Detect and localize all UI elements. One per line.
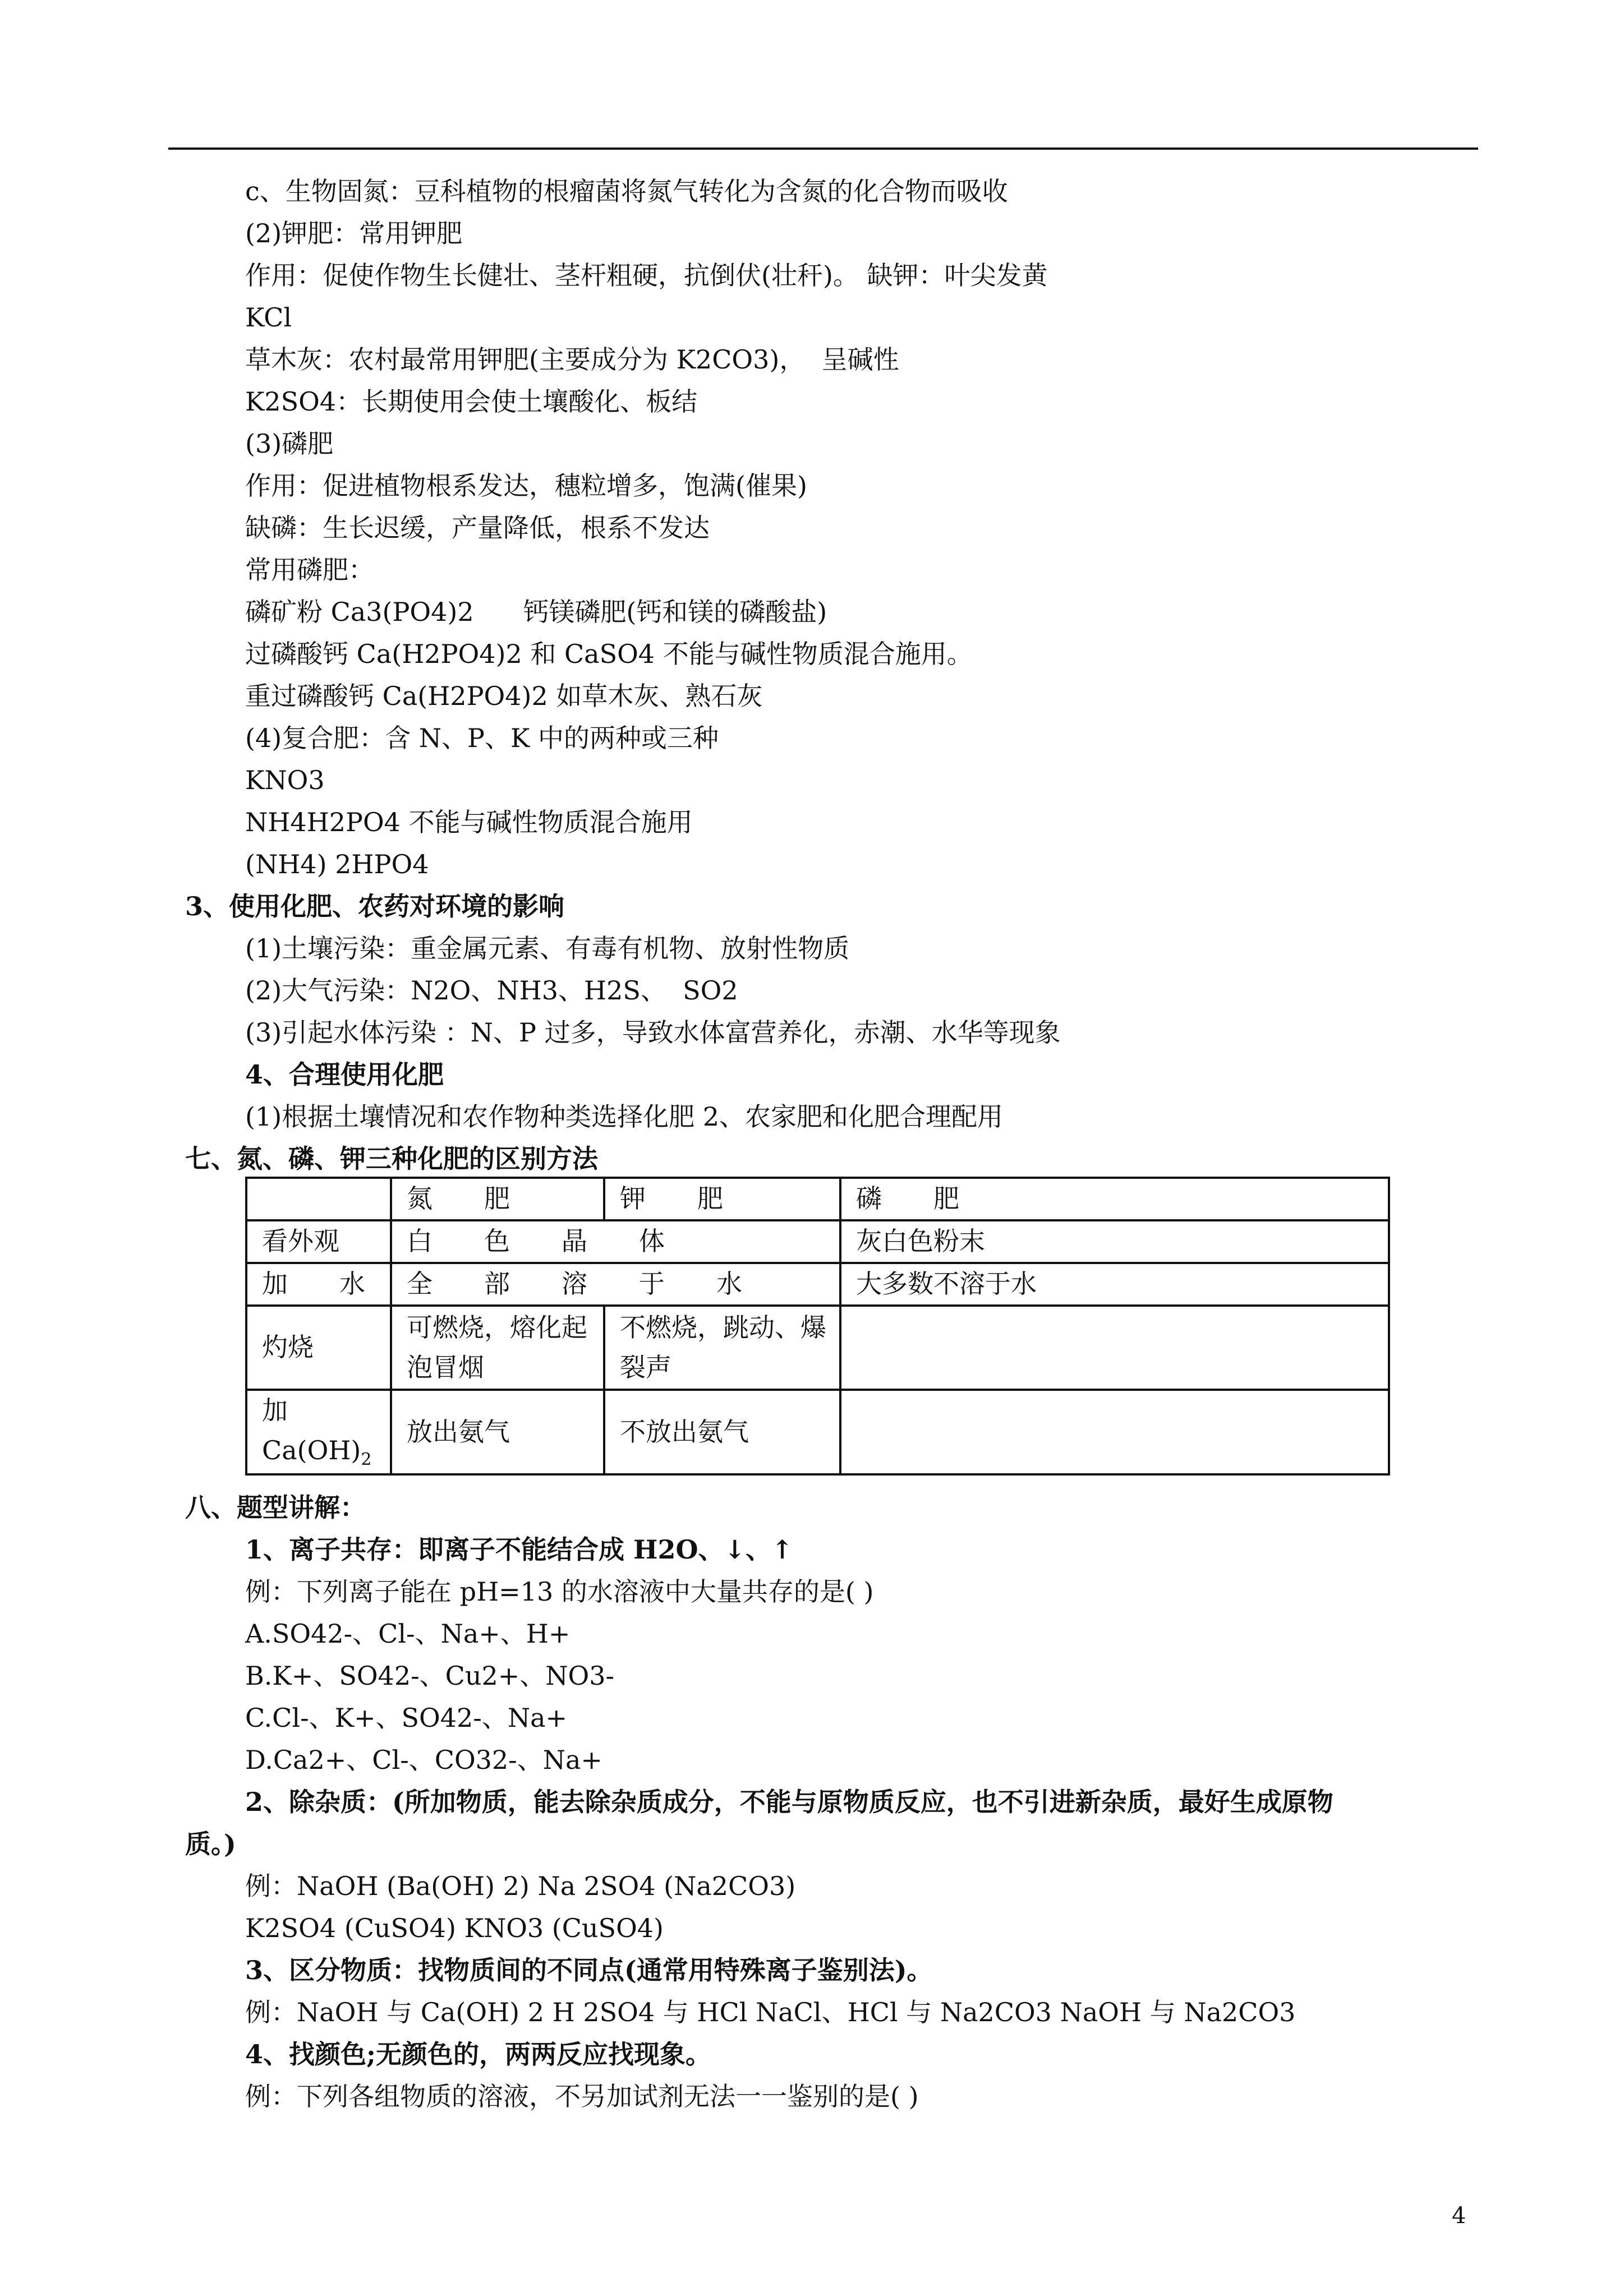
- table-cell: 灰白色粉末: [840, 1220, 1389, 1263]
- text-line: NH4H2PO4 不能与碱性物质混合施用: [245, 807, 693, 837]
- text-line: 例：下列各组物质的溶液，不另加试剂无法一一鉴别的是( ): [245, 2081, 919, 2111]
- table-cell: 大多数不溶于水: [840, 1263, 1389, 1306]
- page-number: 4: [1452, 2203, 1466, 2229]
- text-line: 作用：促使作物生长健壮、茎杆粗硬，抗倒伏(壮秆)。 缺钾：叶尖发黄: [245, 260, 1048, 291]
- text-line: 例：NaOH (Ba(OH) 2) Na 2SO4 (Na2CO3): [245, 1871, 796, 1901]
- table-header-cell: [246, 1178, 391, 1220]
- text-line: A.SO42-、Cl-、Na+、H+: [245, 1619, 571, 1649]
- text-line: (3)磷肥: [245, 428, 334, 459]
- table-row: [246, 1306, 1389, 1390]
- text-line: (4)复合肥：含 N、P、K 中的两种或三种: [245, 723, 719, 753]
- table-row: [246, 1390, 1389, 1474]
- text-line: 重过磷酸钙 Ca(H2PO4)2 如草木灰、熟石灰: [245, 681, 763, 711]
- table-header-row: [246, 1178, 1389, 1220]
- section-heading: 八、题型讲解：: [185, 1492, 366, 1523]
- header-rule: [168, 147, 1478, 150]
- formula-text: Ca(OH): [262, 1435, 361, 1466]
- table-header-cell: 钾 肥: [604, 1178, 840, 1220]
- fertilizer-comparison-table: [245, 1177, 1390, 1476]
- table-header-cell: 氮 肥: [391, 1178, 604, 1220]
- table-header-cell: 磷 肥: [840, 1178, 1389, 1220]
- text-line: (1)根据土壤情况和农作物种类选择化肥 2、农家肥和化肥合理配用: [245, 1101, 1004, 1132]
- text-line: KNO3: [245, 765, 325, 795]
- text-line: (2)钾肥：常用钾肥: [245, 218, 463, 248]
- text-line: C.Cl-、K+、SO42-、Na+: [245, 1703, 568, 1733]
- text-line: K2SO4 (CuSO4) KNO3 (CuSO4): [245, 1913, 664, 1943]
- text-line: 缺磷：生长迟缓，产量降低，根系不发达: [245, 513, 710, 543]
- row-label: 灼烧: [246, 1306, 391, 1390]
- table-cell: 放出氨气: [391, 1390, 604, 1474]
- table-cell: 不放出氨气: [604, 1390, 840, 1474]
- section-heading: 3、区分物质：找物质间的不同点(通常用特殊离子鉴别法)。: [245, 1955, 933, 1985]
- table-cell: [840, 1390, 1389, 1474]
- table-cell: [840, 1306, 1389, 1390]
- text-line: KCl: [245, 302, 292, 333]
- section-heading: 2、除杂质：(所加物质，能去除杂质成分，不能与原物质反应，也不引进新杂质，最好生成原物: [245, 1787, 1333, 1817]
- text-line: K2SO4：长期使用会使土壤酸化、板结: [245, 386, 698, 417]
- text-line: c、生物固氮：豆科植物的根瘤菌将氮气转化为含氮的化合物而吸收: [245, 176, 1008, 206]
- table-row: [246, 1263, 1389, 1306]
- merged-cell: 白 色 晶 体: [391, 1220, 840, 1263]
- section-heading: 1、离子共存：即离子不能结合成 H2O、↓、↑: [245, 1534, 793, 1565]
- merged-cell: 全 部 溶 于 水: [391, 1263, 840, 1306]
- row-label: 加 水: [246, 1263, 391, 1306]
- text-line: (1)土壤污染：重金属元素、有毒有机物、放射性物质: [245, 933, 850, 963]
- formula-subscript: 2: [361, 1450, 372, 1470]
- row-label-main: 加: [262, 1395, 288, 1426]
- section-heading: 质。): [185, 1829, 236, 1859]
- table-row: [246, 1220, 1389, 1263]
- section-heading: 4、合理使用化肥: [245, 1059, 444, 1090]
- table-cell: 不燃烧，跳动、爆裂声: [604, 1306, 840, 1390]
- text-line: 例：NaOH 与 Ca(OH) 2 H 2SO4 与 HCl NaCl、HCl 与 Na2CO3 NaOH 与 Na2CO3: [245, 1997, 1296, 2027]
- text-line: (2)大气污染：N2O、NH3、H2S、 SO2: [245, 975, 738, 1006]
- table-cell: 可燃烧，熔化起泡冒烟: [391, 1306, 604, 1390]
- text-line: 磷矿粉 Ca3(PO4)2 钙镁磷肥(钙和镁的磷酸盐): [245, 597, 827, 627]
- text-line: 过磷酸钙 Ca(H2PO4)2 和 CaSO4 不能与碱性物质混合施用。: [245, 639, 973, 669]
- text-line: 作用：促进植物根系发达，穗粒增多，饱满(催果): [245, 471, 807, 501]
- section-heading: 3、使用化肥、农药对环境的影响: [185, 891, 565, 921]
- section-heading: 4、找颜色;无颜色的，两两反应找现象。: [245, 2039, 711, 2069]
- text-line: (NH4) 2HPO4: [245, 849, 429, 879]
- text-line: 草木灰：农村最常用钾肥(主要成分为 K2CO3)， 呈碱性: [245, 344, 899, 375]
- text-line: D.Ca2+、Cl-、CO32-、Na+: [245, 1745, 602, 1775]
- row-label: [246, 1390, 391, 1474]
- row-label-formula: [262, 1431, 390, 1473]
- row-label: 看外观: [246, 1220, 391, 1263]
- text-line: 例：下列离子能在 pH=13 的水溶液中大量共存的是( ): [245, 1576, 874, 1607]
- text-line: 常用磷肥：: [245, 555, 374, 585]
- section-heading: 七、氮、磷、钾三种化肥的区别方法: [185, 1144, 598, 1174]
- text-line: B.K+、SO42-、Cu2+、NO3-: [245, 1661, 615, 1691]
- text-line: (3)引起水体污染 ：N、P 过多，导致水体富营养化，赤潮、水华等现象: [245, 1017, 1061, 1048]
